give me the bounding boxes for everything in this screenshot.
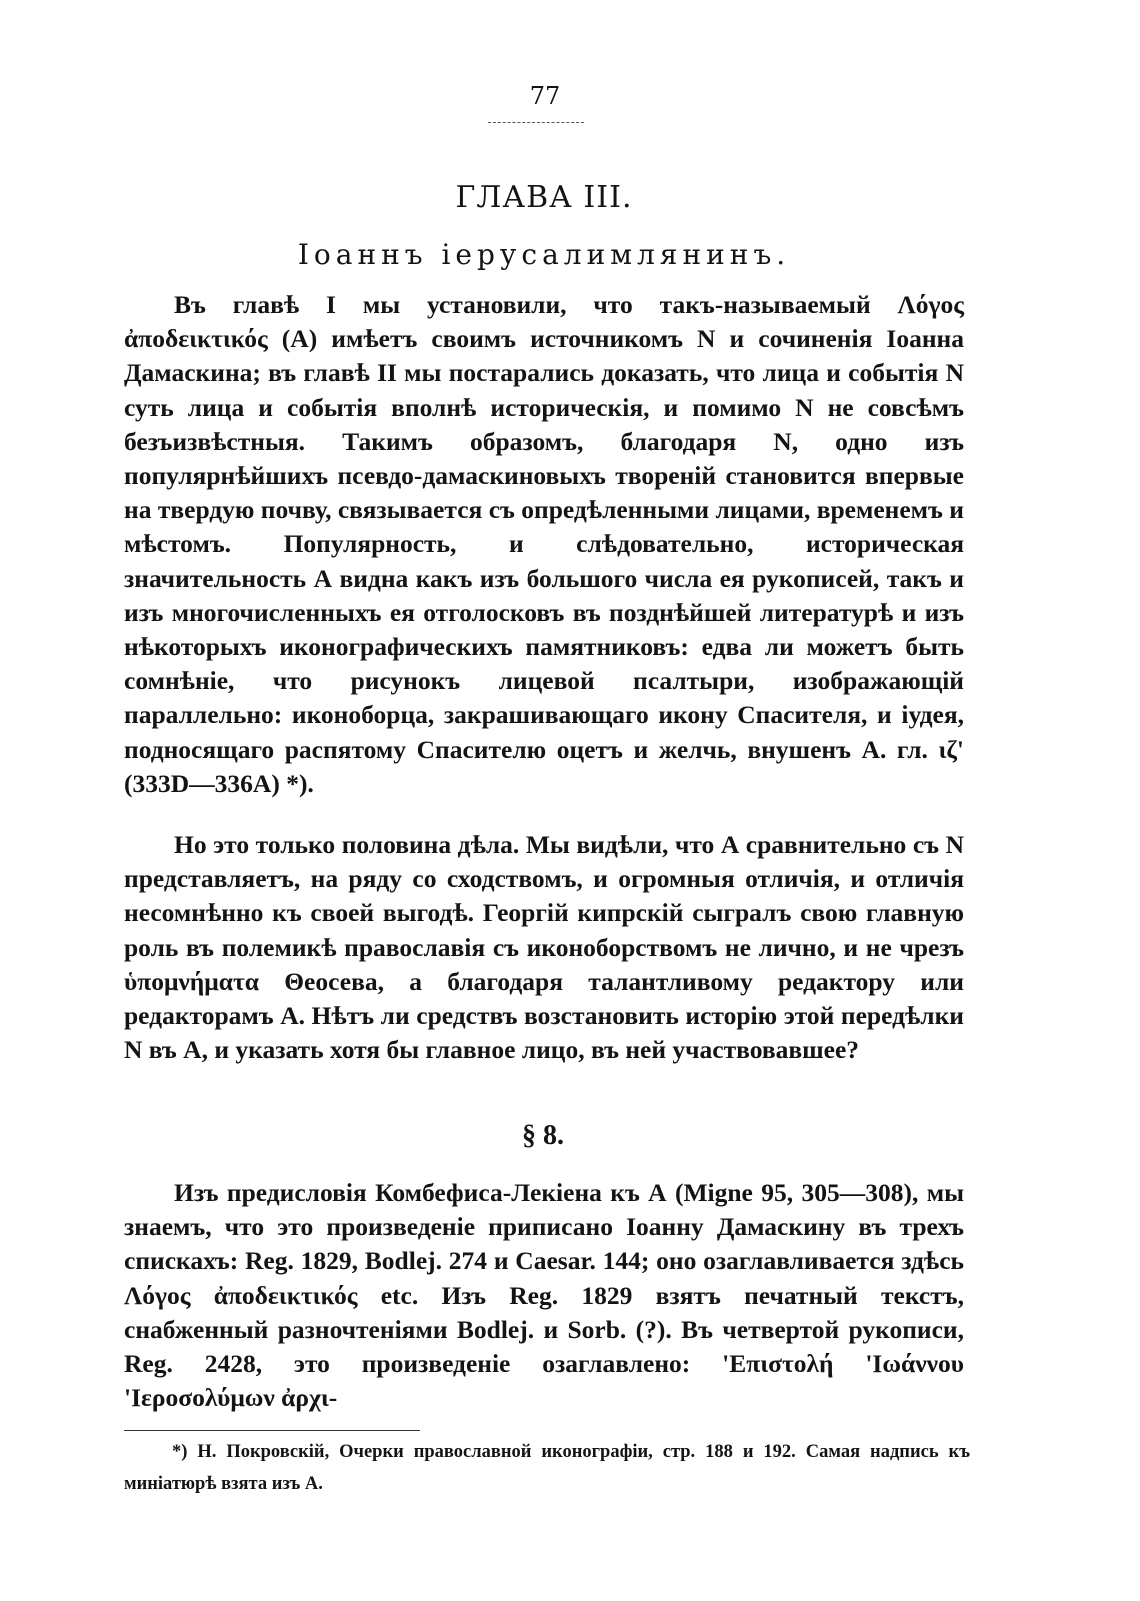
page-number: 77 bbox=[529, 82, 561, 110]
section-heading: § 8. bbox=[522, 1120, 564, 1151]
footnote: *) Н. Покровскій, Очерки православной иконографіи, стр. 188 и 192. Самая надпись къ миніатюрѣ взята изъ А. bbox=[124, 1442, 970, 1494]
section-paragraph: Изъ предисловія Комбефиса-Лекіена къ А (Migne 95, 305—308), мы знаемъ, что это произведеніе приписано Іоанну Дамаскину въ трехъ спискахъ: Reg. 1829, Bodlej. 274 и Caesar. 144; оно озаглавливается здѣсь Λόγος ἀποδεικτικός etc. Изъ Reg. 1829 взятъ печатный текстъ, снабженный разночтеніями Bodlej. и Sorb. (?). Въ четвертой рукописи, Reg. 2428, это произведеніе озаглавлено: 'Επιστολή 'Ιωάννου 'Ιεροσολύμων ἀρχι- bbox=[124, 1178, 964, 1413]
body-paragraph-2: Но это только половина дѣла. Мы видѣли, что А сравнительно съ N представляетъ, на ряду со сходствомъ, и огромныя отличія, и отличія несомнѣнно къ своей выгодѣ. Георгій кипрскій сыгралъ свою главную роль въ полемикѣ православія съ иконоборствомъ не лично, и не чрезъ ὑπομνήματα Θеосева, а благодаря талантливому редактору или редакторамъ А. Нѣтъ ли средствъ возстановить исторію этой передѣлки N въ А, и указать хотя бы главное лицо, въ ней участвовавшее? bbox=[124, 830, 964, 1065]
footnote-rule bbox=[124, 1430, 420, 1431]
chapter-subtitle: Іоаннъ іерусалимлянинъ. bbox=[297, 238, 791, 271]
body-paragraph-1: Въ главѣ I мы установили, что такъ-называемый Λόγος ἀποδεικτικός (А) имѣетъ своимъ источникомъ N и сочиненія Іоанна Дамаскина; въ главѣ II мы постарались доказать, что лица и событія N суть лица и событія вполнѣ историческія, и помимо N не совсѣмъ безъизвѣстныя. Такимъ образомъ, благодаря N, одно изъ популярнѣйшихъ псевдо-дамаскиновыхъ твореній становится впервые на твердую почву, связывается съ опредѣленными лицами, временемъ и мѣстомъ. Популярность, и слѣдовательно, историческая значительность А видна какъ изъ большого числа ея рукописей, такъ и изъ многочисленныхъ ея отголосковъ въ позднѣйшей литературѣ и изъ нѣкоторыхъ иконографическихъ памятниковъ: едва ли можетъ быть сомнѣніе, что рисунокъ лицевой псалтыри, изображающій параллельно: иконоборца, закрашивающаго икону Спасителя, и іудея, подносящаго распятому Спасителю оцетъ и желчь, внушенъ А. гл. ιζ' (333D—336A) *). bbox=[124, 290, 964, 798]
page-number-rule bbox=[488, 122, 584, 123]
chapter-heading: ГЛАВА III. bbox=[455, 180, 633, 215]
